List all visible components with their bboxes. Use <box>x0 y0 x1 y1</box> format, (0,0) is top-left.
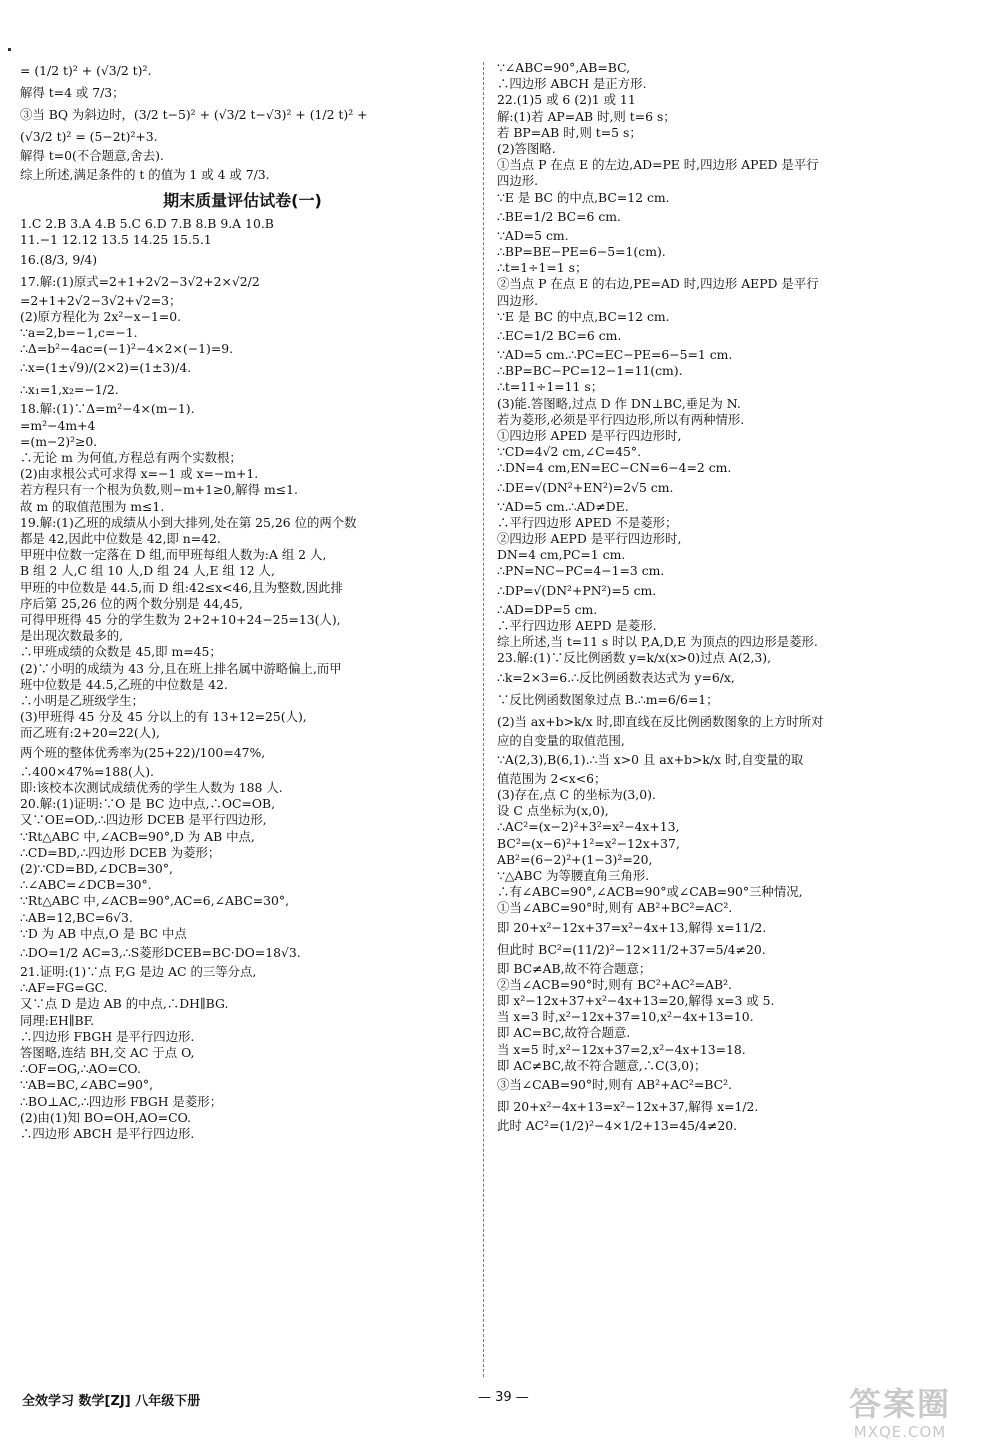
text-line: 四边形. <box>497 173 539 189</box>
text-line: ∵△ABC 为等腰直角三角形. <box>497 867 650 883</box>
text-line: 11.−1 12.12 13.5 14.25 15.5.1 <box>20 232 212 248</box>
text-line: 同理:EH∥BF. <box>20 1012 95 1028</box>
text-line: B 组 2 人,C 组 10 人,D 组 24 人,E 组 12 人, <box>20 563 275 579</box>
book-title: 全效学习 数学[ZJ] 八年级下册 <box>22 1394 201 1409</box>
text-line: 若方程只有一个根为负数,则−m+1≥0,解得 m≤1. <box>20 482 298 498</box>
text-line: ∵AD=5 cm. <box>497 227 569 243</box>
text-line: ∴AC²=(x−2)²+3²=x²−4x+13, <box>497 819 680 835</box>
text-line: ∵A(2,3),B(6,1).∴当 x>0 且 ax+b>k/x 时,自变量的取 <box>497 751 804 767</box>
text-line: =(m−2)²≥0. <box>20 433 98 449</box>
text-line: ∴EC=1/2 BC=6 cm. <box>497 328 622 344</box>
text-line: =m²−4m+4 <box>20 417 96 433</box>
text-line: ∵E 是 BC 的中点,BC=12 cm. <box>497 308 670 324</box>
text-line: 17.解:(1)原式=2+1+2√2−3√2+2×√2/2 <box>20 273 260 289</box>
text-line: 综上所述,当 t=11 s 时以 P,A,D,E 为顶点的四边形是菱形. <box>497 634 818 650</box>
text-line: 若为菱形,必须是平行四边形,所以有两种情形. <box>497 411 745 427</box>
text-line: ∴平行四边形 APED 不是菱形； <box>497 514 678 530</box>
text-line: ∴平行四边形 AEPD 是菱形. <box>497 617 657 633</box>
text-line: 设 C 点坐标为(x,0), <box>497 803 609 819</box>
text-line: ∴无论 m 为何值,方程总有两个实数根； <box>20 450 242 466</box>
text-line: 即 AC=BC,故符合题意. <box>497 1025 631 1041</box>
text-line: ∴t=11÷1=11 s； <box>497 379 604 395</box>
text-line: ∴DO=1/2 AC=3,∴S菱形DCEB=BC·DO=18√3. <box>20 944 301 960</box>
text-line: 都是 42,因此中位数是 42,即 n=42. <box>20 531 221 547</box>
text-line: ∴DP=√(DN²+PN²)=5 cm. <box>497 582 657 598</box>
text-line: ∴k=2×3=6.∴反比例函数表达式为 y=6/x, <box>497 669 735 685</box>
text-line: ∵AD=5 cm.∴PC=EC−PE=6−5=1 cm. <box>497 347 733 363</box>
text-line: (2)由求根公式可求得 x=−1 或 x=−m+1. <box>20 466 259 482</box>
text-line: ∵CD=4√2 cm,∠C=45°. <box>497 444 642 460</box>
text-line: ∴OF=OG,∴AO=CO. <box>20 1061 141 1077</box>
left-continuation <box>20 60 465 186</box>
text-line: (2)原方程化为 2x²−x−1=0. <box>20 308 182 324</box>
column-divider <box>483 62 484 1377</box>
text-line: ∵∠ABC=90°,AB=BC, <box>497 60 631 75</box>
text-line: ∴甲班成绩的众数是 45,即 m=45； <box>20 644 222 660</box>
text-line: ∴BP=BC−PC=12−1=11(cm). <box>497 363 683 379</box>
text-line: ∴DN=4 cm,EN=EC−CN=6−4=2 cm. <box>497 460 732 476</box>
text-line: ∴四边形 FBGH 是平行四边形. <box>20 1028 195 1044</box>
text-line: 序后第 25,26 位的两个数分别是 44,45, <box>20 595 243 611</box>
text-line: ∴AF=FG=GC. <box>20 980 108 996</box>
text-line: ②当∠ACB=90°时,则有 BC²+AC²=AB². <box>497 976 732 992</box>
text-line: 1.C 2.B 3.A 4.B 5.C 6.D 7.B 8.B 9.A 10.B <box>20 216 274 232</box>
text-line: ∴四边形 ABCH 是平行四边形. <box>20 1125 195 1141</box>
watermark-sub: MXQE.COM <box>853 1423 947 1441</box>
text-line: ①当∠ABC=90°时,则有 AB²+BC²=AC². <box>497 900 733 916</box>
text-line: ③当∠CAB=90°时,则有 AB²+AC²=BC². <box>497 1076 732 1092</box>
text-line: ∵Rt△ABC 中,∠ACB=90°,D 为 AB 中点, <box>20 828 255 844</box>
text-line: 又∵点 D 是边 AB 的中点,∴DH∥BG. <box>20 996 229 1012</box>
text-line: 四边形. <box>497 292 539 308</box>
text-line: =2+1+2√2−3√2+√2=3； <box>20 292 182 308</box>
text-line: 即 AC≠BC,故不符合题意,∴C(3,0)； <box>497 1057 707 1073</box>
text-line: 解得 t=4 或 7/3； <box>20 85 125 100</box>
text-line: (√3/2 t)² = (5−2t)²+3. <box>20 129 158 144</box>
text-line: (3)甲班得 45 分及 45 分以上的有 13+12=25(人), <box>20 709 307 725</box>
text-line: ∴CD=BD,∴四边形 DCEB 为菱形； <box>20 844 221 860</box>
text-line: AB²=(6−2)²+(1−3)²=20, <box>497 851 653 867</box>
text-line: (2)当 ax+b>k/x 时,即直线在反比例函数图象的上方时所对 <box>497 713 824 729</box>
text-line: ∴DE=√(DN²+EN²)=2√5 cm. <box>497 479 674 495</box>
text-line: 甲班中位数一定落在 D 组,而甲班每组人数为:A 组 2 人, <box>20 547 327 563</box>
text-line: ②当点 P 在点 E 的右边,PE=AD 时,四边形 AEPD 是平行 <box>497 276 819 292</box>
text-line: ③当 BQ 为斜边时，(3/2 t−5)² + (√3/2 t−√3)² + (1/2 t)² + <box>20 107 368 122</box>
text-line: 解:(1)若 AP=AB 时,则 t=6 s； <box>497 108 676 124</box>
text-line: ①四边形 APED 是平行四边形时, <box>497 428 682 444</box>
text-line: 此时 AC²=(1/2)²−4×1/2+13=45/4≠20. <box>497 1117 738 1133</box>
watermark-main: 答案圈 <box>848 1385 951 1423</box>
text-line: (2)∵小明的成绩为 43 分,且在班上排名属中游略偏上,而甲 <box>20 660 342 676</box>
text-line: ∴BO⊥AC,∴四边形 FBGH 是菱形； <box>20 1093 223 1109</box>
left-answers <box>20 216 465 1142</box>
text-line: 21.证明:(1)∵点 F,G 是边 AC 的三等分点, <box>20 963 257 979</box>
text-line: ∴PN=NC−PC=4−1=3 cm. <box>497 563 665 579</box>
text-line: 答图略,连结 BH,交 AC 于点 O, <box>20 1044 195 1060</box>
text-line: 班中位数是 44.5,乙班的中位数是 42. <box>20 676 228 692</box>
text-line: 即 x²−12x+37+x²−4x+13=20,解得 x=3 或 5. <box>497 992 775 1008</box>
text-line: 即 20+x²−4x+13=x²−12x+37,解得 x=1/2. <box>497 1098 759 1114</box>
text-line: 当 x=5 时,x²−12x+37=2,x²−4x+13=18. <box>497 1041 746 1057</box>
text-line: 而乙班有:2+20=22(人), <box>20 725 160 741</box>
text-line: ∴BE=1/2 BC=6 cm. <box>497 208 621 224</box>
text-line: ∴AB=12,BC=6√3. <box>20 909 133 925</box>
text-line: ∵E 是 BC 的中点,BC=12 cm. <box>497 189 670 205</box>
right-column <box>497 60 967 1134</box>
text-line: DN=4 cm,PC=1 cm. <box>497 547 626 563</box>
page-number: — 39 — <box>478 1390 529 1405</box>
text-line: ∴Δ=b²−4ac=(−1)²−4×2×(−1)=9. <box>20 341 234 357</box>
text-line: 但此时 BC²=(11/2)²−12×11/2+37=5/4≠20. <box>497 941 766 957</box>
text-line: 值范围为 2<x<6； <box>497 770 607 786</box>
text-line: ①当点 P 在点 E 的左边,AD=PE 时,四边形 APED 是平行 <box>497 157 819 173</box>
text-line: 若 BP=AB 时,则 t=5 s； <box>497 124 642 140</box>
text-line: ∴小明是乙班级学生； <box>20 693 144 709</box>
text-line: (2)答图略. <box>497 141 556 157</box>
text-line: 19.解:(1)乙班的成绩从小到大排列,处在第 25,26 位的两个数 <box>20 514 357 530</box>
text-line: 23.解:(1)∵反比例函数 y=k/x(x>0)过点 A(2,3), <box>497 650 772 666</box>
text-line: 可得甲班得 45 分的学生数为 2+2+10+24−25=13(人), <box>20 612 341 628</box>
text-line: 16.(8/3, 9/4) <box>20 251 98 267</box>
text-line: ∴t=1÷1=1 s； <box>497 260 588 276</box>
text-line: 两个班的整体优秀率为(25+22)/100=47%, <box>20 744 266 760</box>
text-line: 当 x=3 时,x²−12x+37=10,x²−4x+13=10. <box>497 1009 754 1025</box>
text-line: 故 m 的取值范围为 m≤1. <box>20 498 165 514</box>
text-line: ∴BP=BE−PE=6−5=1(cm). <box>497 244 666 260</box>
text-line: ∵AD=5 cm.∴AD≠DE. <box>497 498 629 514</box>
section-title: 期末质量评估试卷(一) <box>163 191 322 211</box>
text-line: ∵Rt△ABC 中,∠ACB=90°,AC=6,∠ABC=30°, <box>20 893 290 909</box>
left-column <box>20 60 465 1142</box>
text-line: 20.解:(1)证明:∵O 是 BC 边中点,∴OC=OB, <box>20 796 276 812</box>
text-line: ∴400×47%=188(人). <box>20 763 154 779</box>
text-line: = (1/2 t)² + (√3/2 t)². <box>20 63 152 78</box>
text-line: (3)能.答图略,过点 D 作 DN⊥BC,垂足为 N. <box>497 395 741 411</box>
text-line: 综上所述,满足条件的 t 的值为 1 或 4 或 7/3. <box>20 167 270 183</box>
text-line: 18.解:(1)∵Δ=m²−4×(m−1). <box>20 401 195 417</box>
text-line: 22.(1)5 或 6 (2)1 或 11 <box>497 92 636 108</box>
text-line: ∴x₁=1,x₂=−1/2. <box>20 382 119 398</box>
text-line: ∴AD=DP=5 cm. <box>497 601 598 617</box>
text-line: ∴∠ABC=∠DCB=30°. <box>20 877 152 893</box>
text-line: ∵D 为 AB 中点,O 是 BC 中点 <box>20 925 187 941</box>
text-line: 即 20+x²−12x+37=x²−4x+13,解得 x=11/2. <box>497 919 767 935</box>
scan-dot <box>8 48 11 51</box>
text-line: (3)存在,点 C 的坐标为(3,0). <box>497 786 656 802</box>
text-line: 即:该校本次测试成绩优秀的学生人数为 188 人. <box>20 779 283 795</box>
text-line: (2)由(1)知 BO=OH,AO=CO. <box>20 1109 191 1125</box>
text-line: ∴四边形 ABCH 是正方形. <box>497 76 647 92</box>
text-line: 甲班的中位数是 44.5,而 D 组:42≤x<46,且为整数,因此排 <box>20 579 343 595</box>
text-line: 又∵OE=OD,∴四边形 DCEB 是平行四边形, <box>20 812 267 828</box>
text-line: 是出现次数最多的, <box>20 628 124 644</box>
text-line: ∵AB=BC,∠ABC=90°, <box>20 1077 154 1093</box>
text-line: 即 BC≠AB,故不符合题意； <box>497 960 652 976</box>
text-line: BC²=(x−6)²+1²=x²−12x+37, <box>497 835 680 851</box>
watermark-logo <box>815 1385 985 1445</box>
text-line: ∵反比例函数图象过点 B.∴m=6/6=1； <box>497 691 719 707</box>
text-line: ∴有∠ABC=90°,∠ACB=90°或∠CAB=90°三种情况, <box>497 884 803 900</box>
text-line: (2)∵CD=BD,∠DCB=30°, <box>20 860 173 876</box>
text-line: ∵a=2,b=−1,c=−1. <box>20 325 138 341</box>
text-line: 解得 t=0(不合题意,舍去). <box>20 148 164 163</box>
text-line: ②四边形 AEPD 是平行四边形时, <box>497 531 682 547</box>
text-line: 应的自变量的取值范围, <box>497 732 625 748</box>
text-line: ∴x=(1±√9)/(2×2)=(1±3)/4. <box>20 360 192 376</box>
